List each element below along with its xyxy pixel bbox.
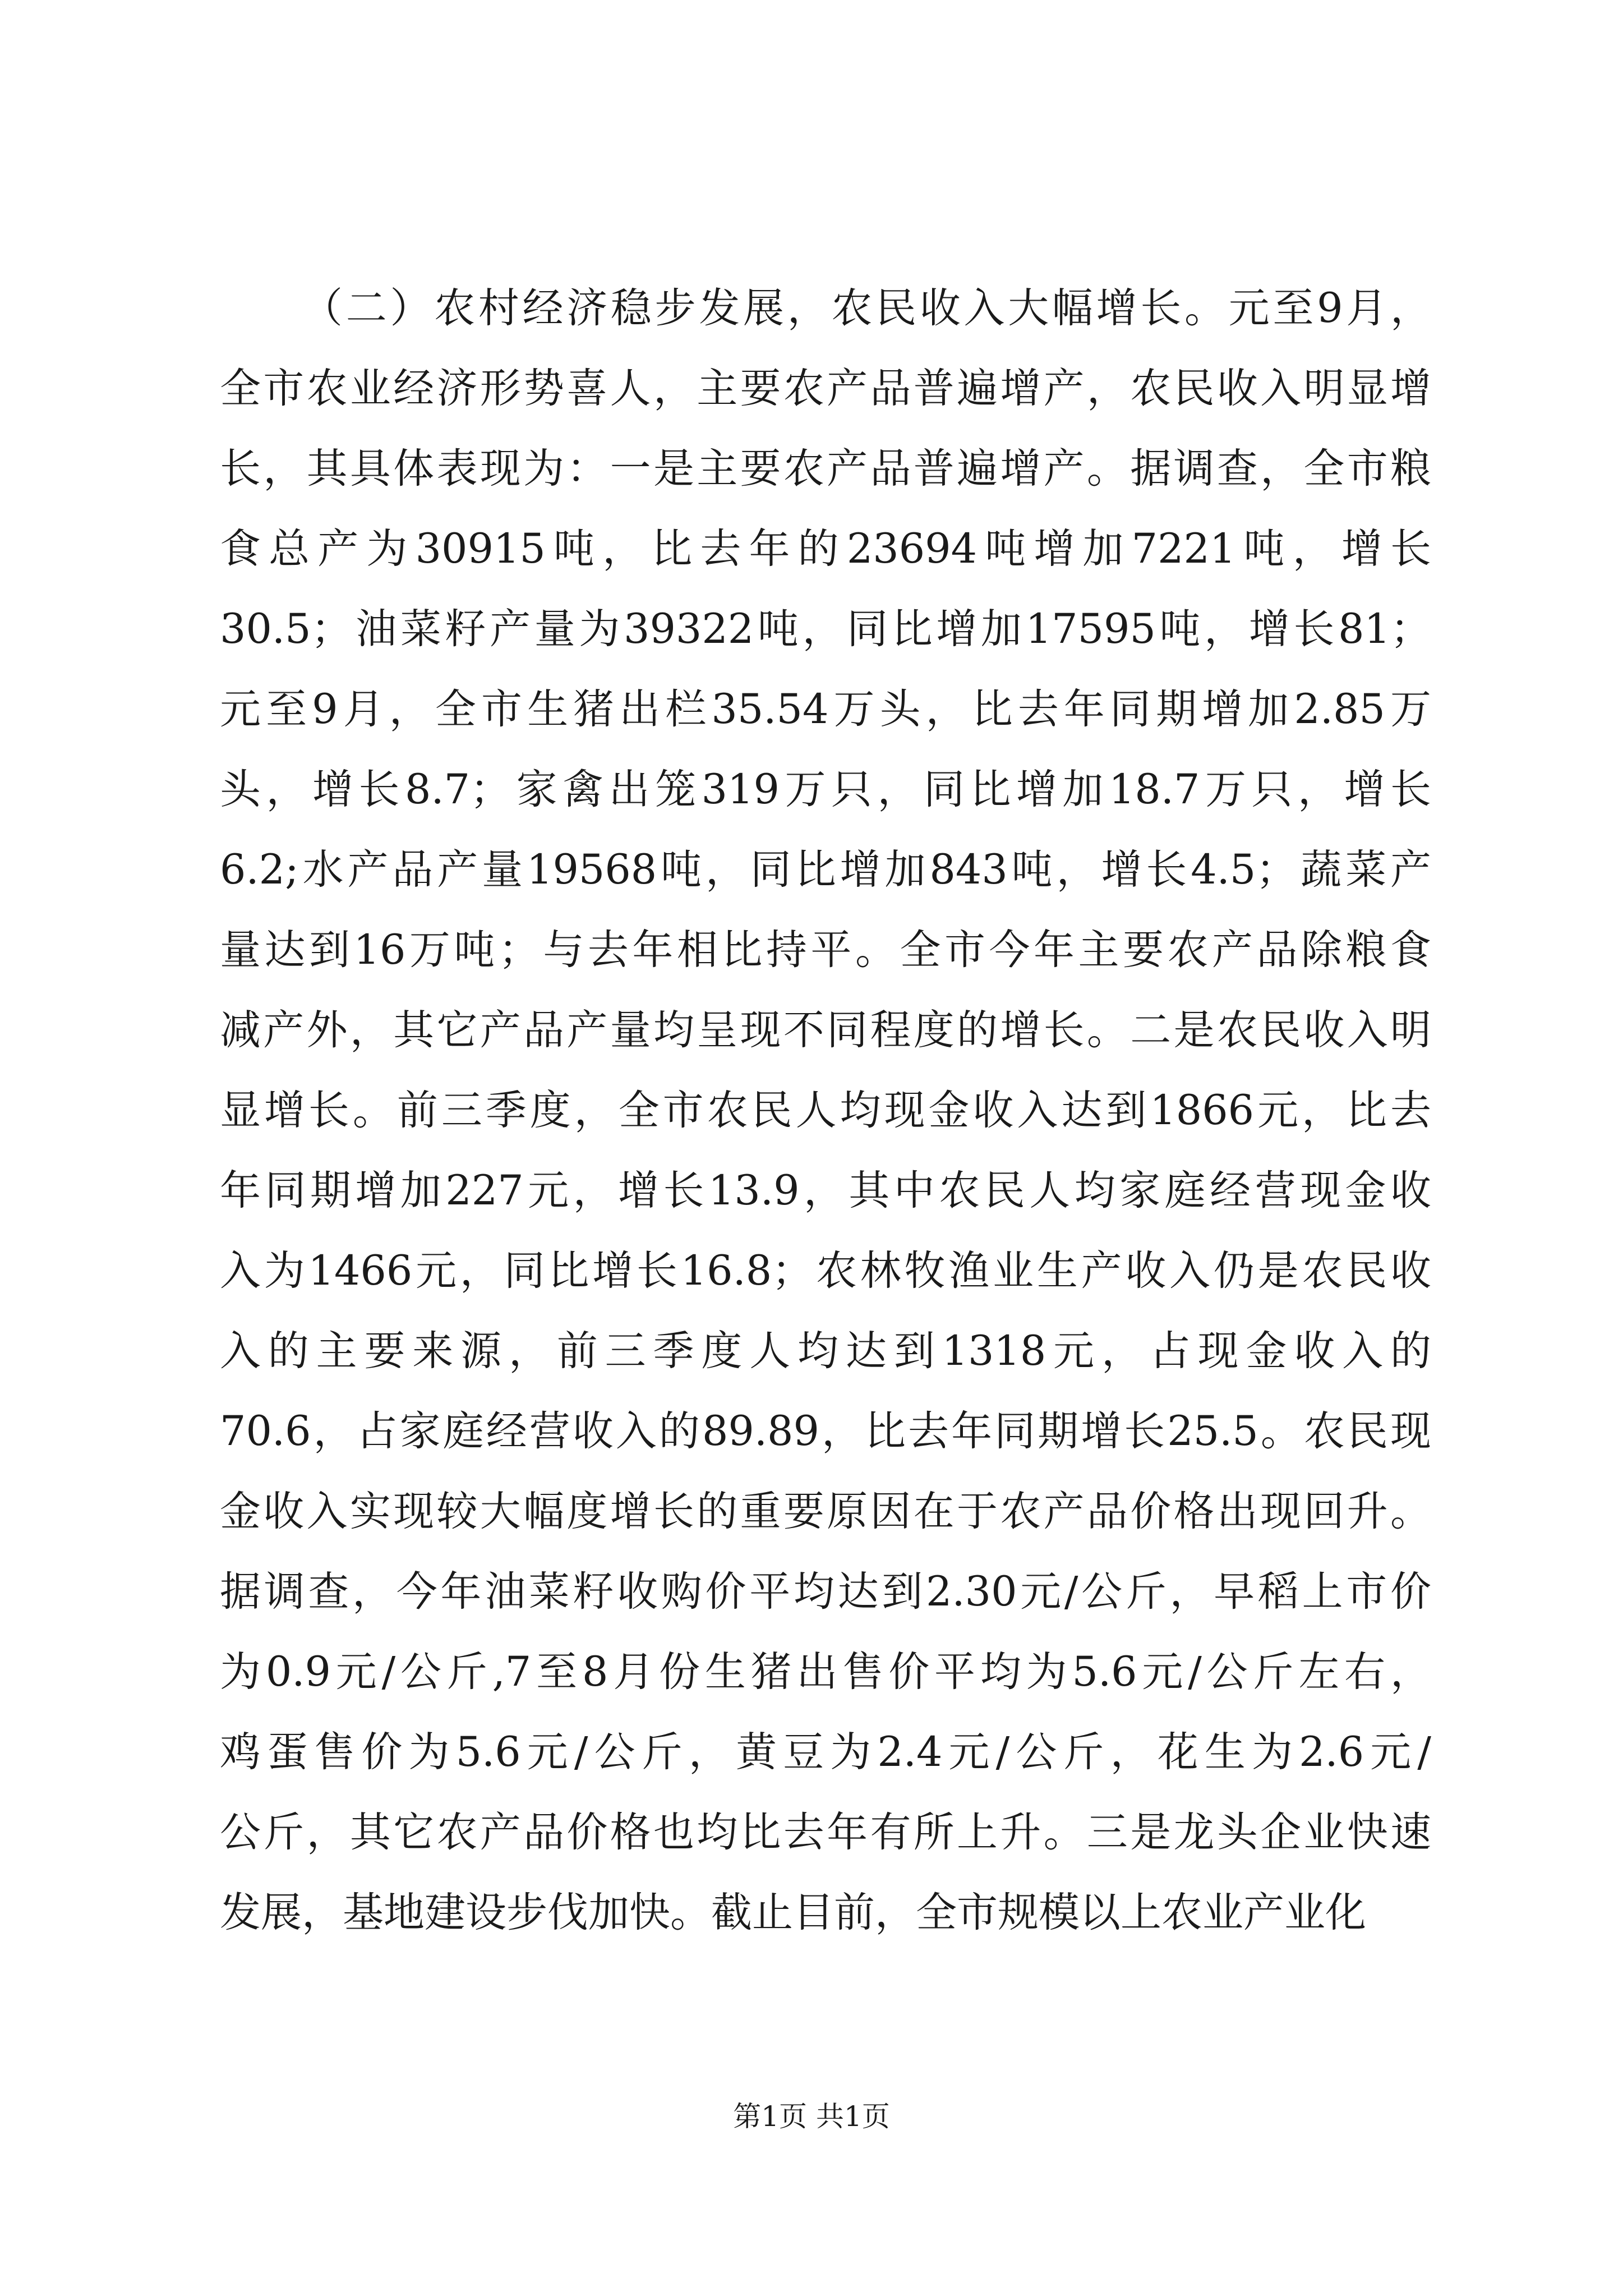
- paragraph-line: 全市农业经济形势喜人，主要农产品普遍增产，农民收入明显增: [220, 365, 1431, 412]
- paragraph-line: 公斤，其它农产品价格也均比去年有所上升。三是龙头企业快速: [220, 1809, 1431, 1856]
- paragraph-line: 金收入实现较大幅度增长的重要原因在于农产品价格出现回升。: [220, 1488, 1431, 1535]
- paragraph-line: 鸡蛋售价为5.6元/公斤，黄豆为2.4元/公斤，花生为2.6元/: [220, 1728, 1431, 1776]
- paragraph-line: 发展，基地建设步伐加快。截止目前，全市规模以上农业产业化: [220, 1889, 1366, 1936]
- page-number-footer: 第1页 共1页: [733, 2100, 890, 2133]
- paragraph-line: 6.2;水产品产量19568吨，同比增加843吨，增长4.5；蔬菜产: [220, 846, 1431, 894]
- paragraph-line: 量达到16万吨；与去年相比持平。全市今年主要农产品除粮食: [220, 926, 1431, 974]
- paragraph-line: 70.6，占家庭经营收入的89.89，比去年同期增长25.5。农民现: [220, 1407, 1431, 1455]
- paragraph-line: 显增长。前三季度，全市农民人均现金收入达到1866元，比去: [220, 1087, 1431, 1134]
- paragraph-line: 年同期增加227元，增长13.9，其中农民人均家庭经营现金收: [220, 1167, 1431, 1214]
- paragraph-line: 入为1466元，同比增长16.8；农林牧渔业生产收入仍是农民收: [220, 1247, 1431, 1295]
- paragraph-line: 食总产为30915吨，比去年的23694吨增加7221吨，增长: [220, 525, 1431, 573]
- document-body: [220, 268, 1431, 1953]
- paragraph-line: 长，其具体表现为：一是主要农产品普遍增产。据调查，全市粮: [220, 445, 1431, 493]
- paragraph-line: 据调查，今年油菜籽收购价平均达到2.30元/公斤，早稻上市价: [220, 1568, 1431, 1616]
- paragraph-line: 减产外，其它产品产量均呈现不同程度的增长。二是农民收入明: [220, 1006, 1431, 1054]
- paragraph-line: 30.5；油菜籽产量为39322吨，同比增加17595吨，增长81；: [220, 605, 1431, 653]
- paragraph-line: 入的主要来源，前三季度人均达到1318元，占现金收入的: [220, 1327, 1431, 1375]
- paragraph-line: 头，增长8.7；家禽出笼319万只，同比增加18.7万只，增长: [220, 766, 1431, 813]
- paragraph-line: 元至9月，全市生猪出栏35.54万头，比去年同期增加2.85万: [220, 685, 1431, 733]
- paragraph-line: （二）农村经济稳步发展，农民收入大幅增长。元至9月，: [302, 284, 1431, 332]
- paragraph-line: 为0.9元/公斤,7至8月份生猪出售价平均为5.6元/公斤左右，: [220, 1648, 1431, 1696]
